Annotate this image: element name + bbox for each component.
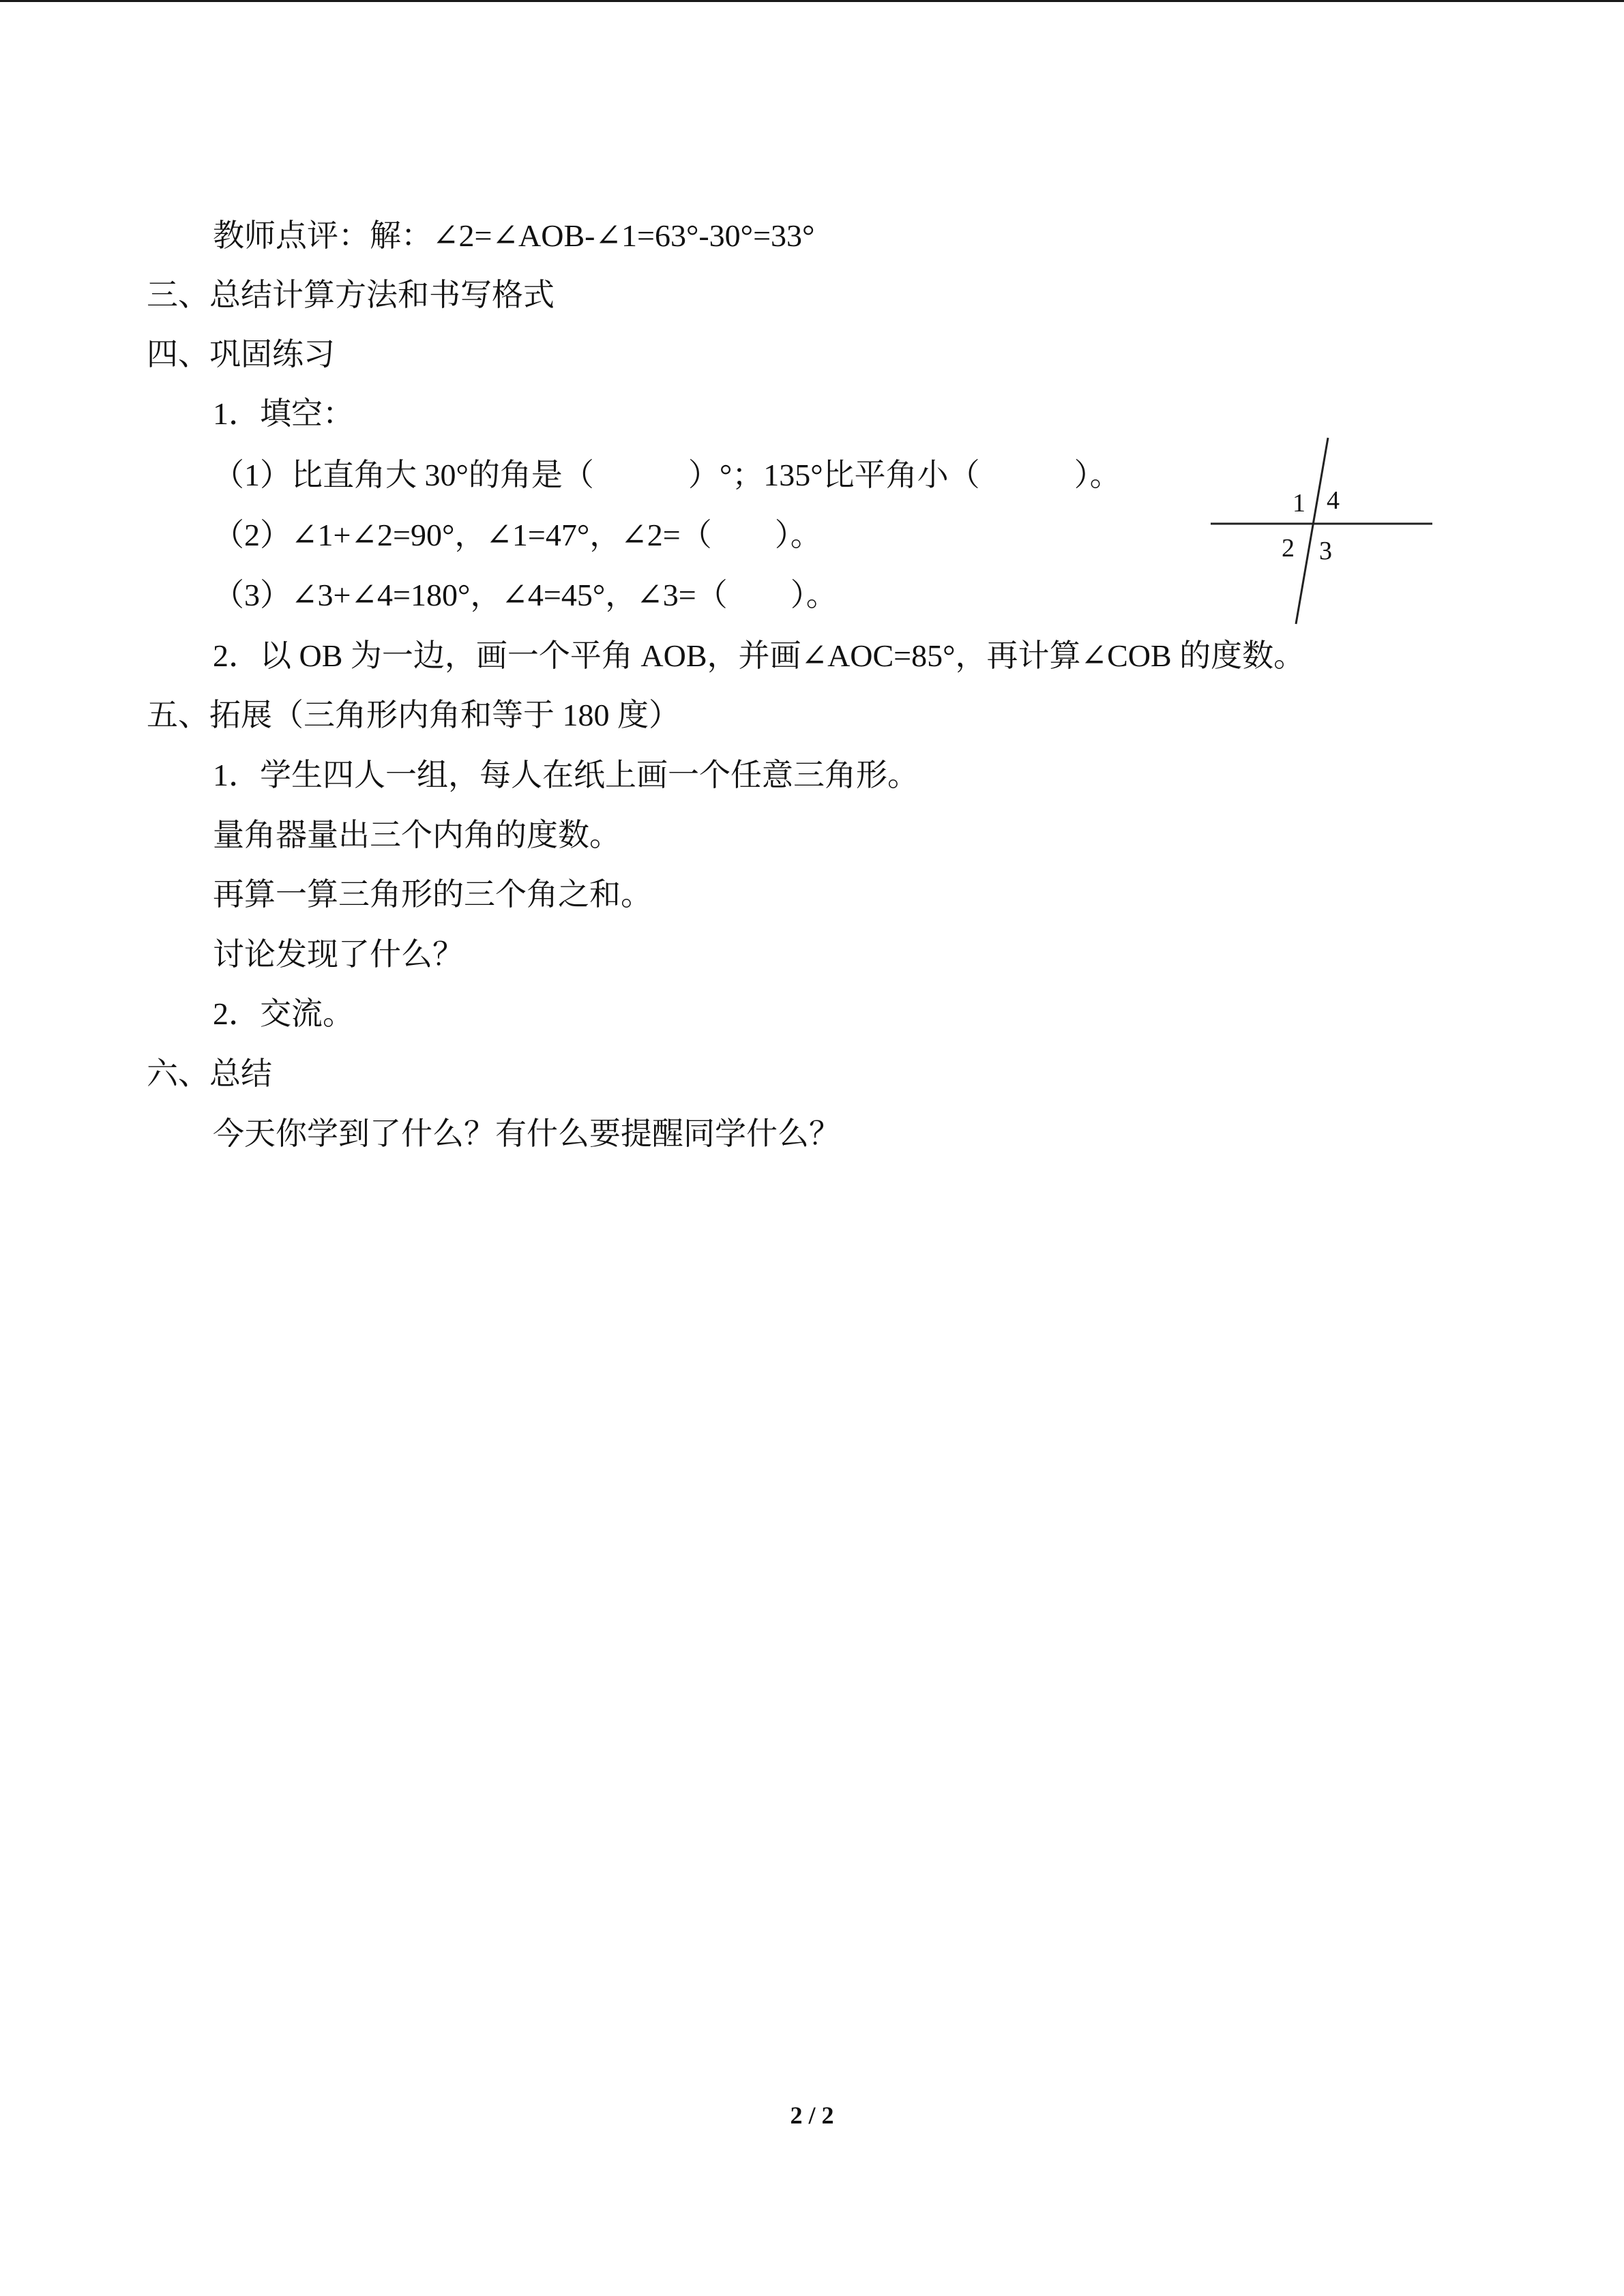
fill-in-item-1: （1）比直角大 30°的角是（ ）°；135°比平角小（ ）。 [213,458,1121,492]
transversal-line [1296,438,1328,624]
page-number: 2 / 2 [790,2102,834,2129]
angle-label-4: 4 [1327,486,1340,515]
section-heading-3: 三、总结计算方法和书写格式 [147,278,555,312]
fill-in-item-3: （3）∠3+∠4=180°，∠4=45°，∠3=（ ）。 [213,578,838,612]
summary-question: 今天你学到了什么？有什么要提醒同学什么？ [213,1116,840,1151]
angle-label-3: 3 [1319,537,1332,565]
teacher-comment: 教师点评：解：∠2=∠AOB-∠1=63°-30°=33° [213,218,815,253]
fill-in-item-2: （2）∠1+∠2=90°，∠1=47°，∠2=（ ）。 [213,518,822,552]
angle-label-2: 2 [1282,534,1295,563]
extension-step-5: 2．交流。 [213,996,354,1031]
angle-label-1: 1 [1293,489,1305,518]
page-top-border [0,0,1624,2]
drawing-task: 2．以 OB 为一边，画一个平角 AOB，并画∠AOC=85°，再计算∠COB 的度数。 [213,638,1305,673]
extension-step-2: 量角器量出三个内角的度数。 [213,818,621,852]
fill-in-title: 1．填空： [213,396,354,431]
extension-step-3: 再算一算三角形的三个角之和。 [213,877,652,912]
extension-step-1: 1．学生四人一组，每人在纸上画一个任意三角形。 [213,758,919,792]
intersecting-lines-figure [1204,436,1436,627]
intersecting-lines-diagram [1204,436,1436,627]
extension-step-4: 讨论发现了什么？ [213,937,464,972]
section-heading-5: 五、拓展（三角形内角和等于 180 度） [147,698,680,732]
section-heading-6: 六、总结 [147,1056,272,1091]
section-heading-4: 四、巩固练习 [147,337,335,372]
